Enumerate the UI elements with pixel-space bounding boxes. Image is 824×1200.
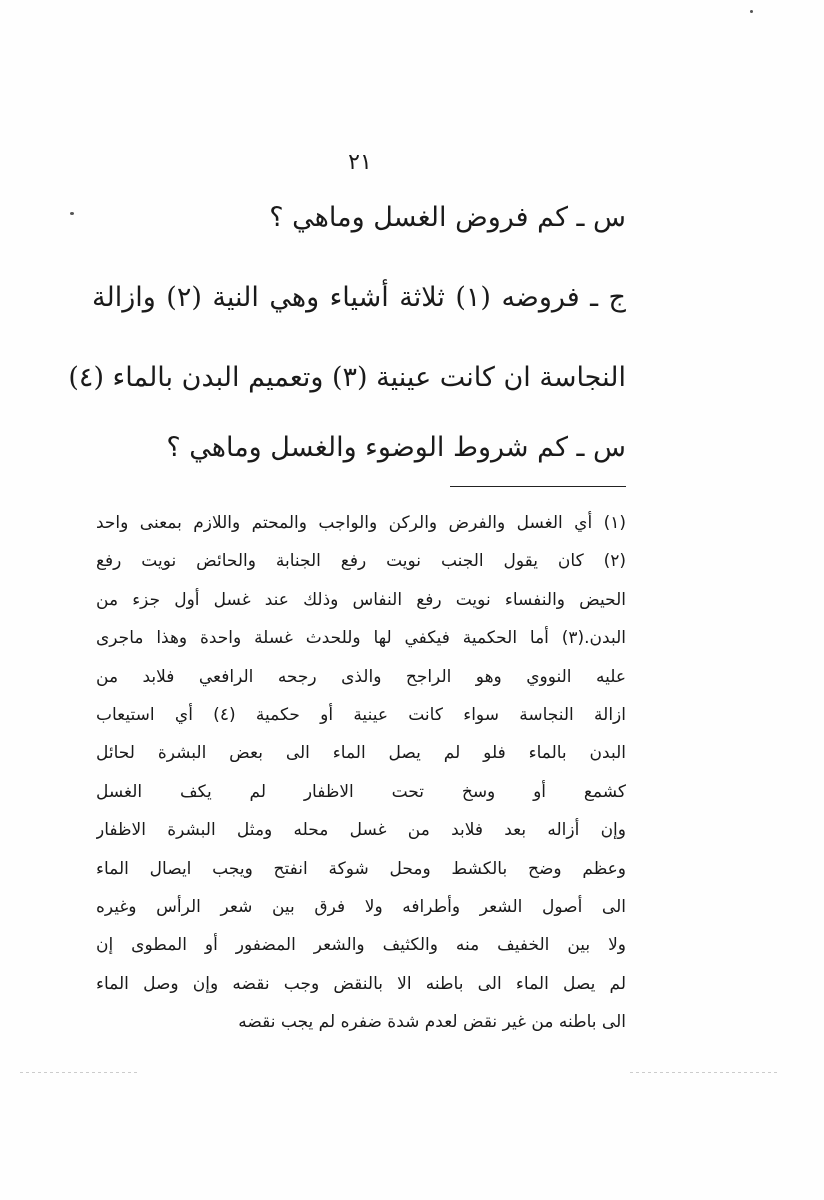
answer-line: ج ـ فروضه (١) ثلاثة أشياء وهي النية (٢) وازالة bbox=[92, 282, 626, 313]
footnote-line: الى باطنه من غير نقض لعدم شدة ضفره لم يجب نقضه bbox=[238, 1012, 626, 1033]
footnote-line: (٢) كان يقول الجنب نويت رفع الجنابة والحائض نويت رفع bbox=[96, 551, 626, 572]
footnote-line: كشمع أو وسخ تحت الاظفار لم يكف الغسل bbox=[96, 781, 626, 802]
footnote-line: لم يصل الماء الى باطنه الا بالنقض وجب نقضه وإن وصل الماء bbox=[96, 973, 626, 994]
question-line: س ـ كم شروط الوضوء والغسل وماهي ؟ bbox=[166, 432, 626, 463]
footnote-separator bbox=[450, 486, 626, 487]
footnote-line: عليه النووي وهو الراجح والذى رجحه الرافعي فلابد من bbox=[96, 666, 626, 687]
answer-line: النجاسة ان كانت عينية (٣) وتعميم البدن بالماء (٤) bbox=[68, 362, 626, 393]
footnote-line: البدن.(٣) أما الحكمية فيكفي لها وللحدث غسلة واحدة وهذا ماجرى bbox=[96, 628, 626, 649]
footnote-line: وعظم وضح بالكشط ومحل شوكة انفتح ويجب ايصال الماء bbox=[96, 858, 626, 879]
scan-smudge bbox=[20, 1072, 140, 1073]
scan-smudge bbox=[630, 1072, 780, 1073]
scan-speck bbox=[750, 10, 753, 13]
question-line: س ـ كم فروض الغسل وماهي ؟ bbox=[269, 202, 626, 233]
footnote-line: ولا بين الخفيف منه والكثيف والشعر المضفور أو المطوى إن bbox=[96, 935, 626, 956]
page-number: ٢١ bbox=[348, 150, 372, 175]
footnote-line: (١) أي الغسل والفرض والركن والواجب والمحتم واللازم بمعنى واحد bbox=[96, 513, 626, 533]
scan-speck bbox=[70, 212, 74, 215]
footnote-line: الى أصول الشعر وأطرافه ولا فرق بين شعر الرأس وغيره bbox=[96, 896, 626, 917]
footnote-line: الحيض والنفساء نويت رفع النفاس وذلك عند غسل أول جزء من bbox=[96, 589, 626, 610]
footnote-line: البدن بالماء فلو لم يصل الماء الى بعض البشرة لحائل bbox=[96, 743, 626, 764]
footnotes bbox=[96, 504, 626, 1041]
footnote-line: ازالة النجاسة سواء كانت عينية أو حكمية (٤) أي استيعاب bbox=[96, 704, 626, 725]
footnote-line: وإن أزاله بعد فلابد من غسل محله ومثل البشرة الاظفار bbox=[96, 820, 626, 841]
